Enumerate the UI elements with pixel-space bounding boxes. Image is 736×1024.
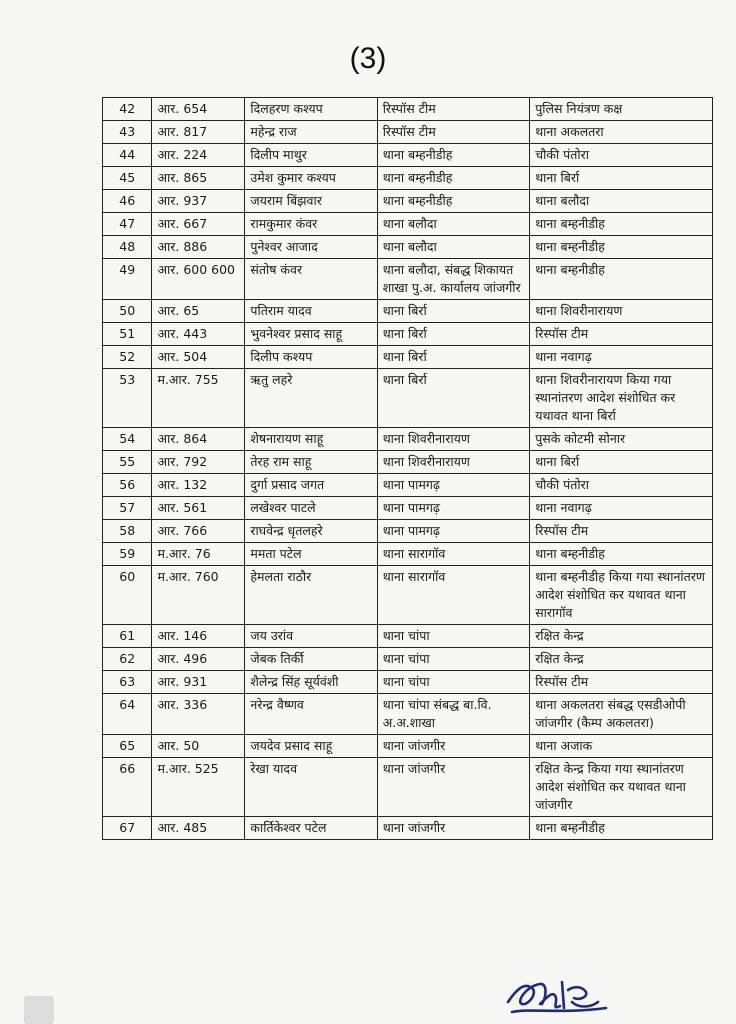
employee-name-cell: उमेश कुमार कश्यप (245, 167, 377, 190)
serial-number-cell: 59 (103, 543, 152, 566)
serial-number-cell: 42 (103, 98, 152, 121)
new-posting-cell: रक्षित केन्द्र (530, 648, 713, 671)
constable-number-cell: आर. 561 (152, 497, 245, 520)
current-posting-cell: थाना बम्हनीडीह (377, 144, 530, 167)
table-row (103, 817, 713, 840)
serial-number-cell: 54 (103, 428, 152, 451)
constable-number-cell: आर. 336 (152, 694, 245, 735)
scan-corner-mark (24, 996, 54, 1024)
current-posting-cell: थाना चांपा (377, 671, 530, 694)
employee-name-cell: दिलीप कश्यप (245, 346, 377, 369)
employee-name-cell: रामकुमार कंवर (245, 213, 377, 236)
employee-name-cell: कार्तिकेश्वर पटेल (245, 817, 377, 840)
table-row (103, 98, 713, 121)
new-posting-cell: थाना बिर्रा (530, 167, 713, 190)
table-row (103, 259, 713, 300)
employee-name-cell: संतोष कंवर (245, 259, 377, 300)
table-row (103, 648, 713, 671)
new-posting-cell: थाना नवागढ़ (530, 497, 713, 520)
employee-name-cell: दिलीप माथुर (245, 144, 377, 167)
current-posting-cell: थाना सारागॉव (377, 543, 530, 566)
serial-number-cell: 48 (103, 236, 152, 259)
new-posting-cell: थाना बम्हनीडीह (530, 817, 713, 840)
table-row (103, 474, 713, 497)
current-posting-cell: थाना जांजगीर (377, 735, 530, 758)
constable-number-cell: म.आर. 755 (152, 369, 245, 428)
table-row (103, 758, 713, 817)
employee-name-cell: दिलहरण कश्यप (245, 98, 377, 121)
table-row (103, 346, 713, 369)
table-row (103, 428, 713, 451)
serial-number-cell: 46 (103, 190, 152, 213)
current-posting-cell: थाना जांजगीर (377, 817, 530, 840)
new-posting-cell: थाना बिर्रा (530, 451, 713, 474)
employee-name-cell: पतिराम यादव (245, 300, 377, 323)
new-posting-cell: रिस्पॉस टीम (530, 323, 713, 346)
serial-number-cell: 64 (103, 694, 152, 735)
constable-number-cell: आर. 50 (152, 735, 245, 758)
new-posting-cell: थाना बम्हनीडीह (530, 213, 713, 236)
serial-number-cell: 63 (103, 671, 152, 694)
serial-number-cell: 56 (103, 474, 152, 497)
serial-number-cell: 49 (103, 259, 152, 300)
employee-name-cell: शेषनारायण साहू (245, 428, 377, 451)
constable-number-cell: आर. 224 (152, 144, 245, 167)
table-row (103, 213, 713, 236)
constable-number-cell: आर. 667 (152, 213, 245, 236)
table-row (103, 236, 713, 259)
current-posting-cell: रिस्पॉस टीम (377, 121, 530, 144)
constable-number-cell: आर. 146 (152, 625, 245, 648)
current-posting-cell: थाना बिर्रा (377, 369, 530, 428)
page-number: (3) (349, 42, 387, 75)
current-posting-cell: रिस्पॉस टीम (377, 98, 530, 121)
table-row (103, 497, 713, 520)
table-row (103, 144, 713, 167)
employee-name-cell: लखेश्वर पाटले (245, 497, 377, 520)
table-row (103, 735, 713, 758)
employee-name-cell: ममता पटेल (245, 543, 377, 566)
employee-name-cell: हेमलता राठौर (245, 566, 377, 625)
current-posting-cell: थाना बम्हनीडीह (377, 190, 530, 213)
constable-number-cell: आर. 600 600 (152, 259, 245, 300)
constable-number-cell: आर. 65 (152, 300, 245, 323)
employee-name-cell: महेन्द्र राज (245, 121, 377, 144)
new-posting-cell: पुलिस नियंत्रण कक्ष (530, 98, 713, 121)
current-posting-cell: थाना बिर्रा (377, 300, 530, 323)
serial-number-cell: 66 (103, 758, 152, 817)
employee-name-cell: दुर्गा प्रसाद जगत (245, 474, 377, 497)
serial-number-cell: 62 (103, 648, 152, 671)
current-posting-cell: थाना पामगढ़ (377, 474, 530, 497)
employee-name-cell: पुनेश्वर आजाद (245, 236, 377, 259)
employee-name-cell: जयराम बिंझवार (245, 190, 377, 213)
serial-number-cell: 52 (103, 346, 152, 369)
employee-name-cell: भुवनेश्वर प्रसाद साहू (245, 323, 377, 346)
table-row (103, 694, 713, 735)
serial-number-cell: 47 (103, 213, 152, 236)
serial-number-cell: 45 (103, 167, 152, 190)
current-posting-cell: थाना चांपा (377, 625, 530, 648)
current-posting-cell: थाना सारागॉव (377, 566, 530, 625)
employee-name-cell: जेबक तिर्की (245, 648, 377, 671)
serial-number-cell: 61 (103, 625, 152, 648)
current-posting-cell: थाना पामगढ़ (377, 497, 530, 520)
current-posting-cell: थाना बलौदा (377, 213, 530, 236)
employee-name-cell: ऋतु लहरे (245, 369, 377, 428)
serial-number-cell: 44 (103, 144, 152, 167)
new-posting-cell: थाना अजाक (530, 735, 713, 758)
serial-number-cell: 43 (103, 121, 152, 144)
constable-number-cell: आर. 865 (152, 167, 245, 190)
constable-number-cell: म.आर. 76 (152, 543, 245, 566)
current-posting-cell: थाना चांपा संबद्ध बा.वि. अ.अ.शाखा (377, 694, 530, 735)
serial-number-cell: 51 (103, 323, 152, 346)
table-row (103, 520, 713, 543)
constable-number-cell: आर. 817 (152, 121, 245, 144)
table-row (103, 121, 713, 144)
table-row (103, 167, 713, 190)
constable-number-cell: आर. 132 (152, 474, 245, 497)
table-body (103, 98, 713, 840)
constable-number-cell: आर. 654 (152, 98, 245, 121)
new-posting-cell: थाना बम्हनीडीह किया गया स्थानांतरण आदेश संशोधित कर यथावत थाना सारागॉव (530, 566, 713, 625)
new-posting-cell: थाना बलौदा (530, 190, 713, 213)
current-posting-cell: थाना पामगढ़ (377, 520, 530, 543)
employee-name-cell: जयदेव प्रसाद साहू (245, 735, 377, 758)
constable-number-cell: आर. 443 (152, 323, 245, 346)
new-posting-cell: रक्षित केन्द्र किया गया स्थानांतरण आदेश संशोधित कर यथावत थाना जांजगीर (530, 758, 713, 817)
table-row (103, 543, 713, 566)
serial-number-cell: 60 (103, 566, 152, 625)
table-row (103, 369, 713, 428)
employee-name-cell: शैलेन्द्र सिंह सूर्यवंशी (245, 671, 377, 694)
employee-name-cell: राघवेन्द्र धृतलहरे (245, 520, 377, 543)
constable-number-cell: आर. 496 (152, 648, 245, 671)
current-posting-cell: थाना बलौदा (377, 236, 530, 259)
new-posting-cell: थाना शिवरीनारायण किया गया स्थानांतरण आदेश संशोधित कर यथावत थाना बिर्रा (530, 369, 713, 428)
new-posting-cell: रिस्पॉस टीम (530, 520, 713, 543)
new-posting-cell: थाना नवागढ़ (530, 346, 713, 369)
transfer-table (102, 97, 713, 840)
new-posting-cell: चौकी पंतोरा (530, 144, 713, 167)
current-posting-cell: थाना बलौदा, संबद्ध शिकायत शाखा पु.अ. कार्यालय जांजगीर (377, 259, 530, 300)
table-row (103, 190, 713, 213)
table-row (103, 671, 713, 694)
new-posting-cell: थाना शिवरीनारायण (530, 300, 713, 323)
new-posting-cell: रक्षित केन्द्र (530, 625, 713, 648)
serial-number-cell: 50 (103, 300, 152, 323)
signature (502, 968, 612, 1020)
new-posting-cell: थाना बम्हनीडीह (530, 236, 713, 259)
employee-name-cell: तेरह राम साहू (245, 451, 377, 474)
current-posting-cell: थाना बिर्रा (377, 323, 530, 346)
serial-number-cell: 53 (103, 369, 152, 428)
table-row (103, 300, 713, 323)
constable-number-cell: म.आर. 760 (152, 566, 245, 625)
current-posting-cell: थाना जांजगीर (377, 758, 530, 817)
table-row (103, 323, 713, 346)
serial-number-cell: 58 (103, 520, 152, 543)
table-row (103, 625, 713, 648)
constable-number-cell: आर. 864 (152, 428, 245, 451)
current-posting-cell: थाना शिवरीनारायण (377, 451, 530, 474)
constable-number-cell: आर. 792 (152, 451, 245, 474)
serial-number-cell: 65 (103, 735, 152, 758)
constable-number-cell: आर. 886 (152, 236, 245, 259)
constable-number-cell: आर. 937 (152, 190, 245, 213)
new-posting-cell: थाना अकलतरा (530, 121, 713, 144)
new-posting-cell: पुसके कोटमी सोनार (530, 428, 713, 451)
constable-number-cell: आर. 766 (152, 520, 245, 543)
serial-number-cell: 55 (103, 451, 152, 474)
new-posting-cell: थाना बम्हनीडीह (530, 259, 713, 300)
new-posting-cell: थाना अकलतरा संबद्ध एसडीओपी जांजगीर (कैम्प अकलतरा) (530, 694, 713, 735)
constable-number-cell: आर. 504 (152, 346, 245, 369)
constable-number-cell: म.आर. 525 (152, 758, 245, 817)
constable-number-cell: आर. 931 (152, 671, 245, 694)
table-row (103, 566, 713, 625)
current-posting-cell: थाना चांपा (377, 648, 530, 671)
new-posting-cell: चौकी पंतोरा (530, 474, 713, 497)
employee-name-cell: रेखा यादव (245, 758, 377, 817)
current-posting-cell: थाना बम्हनीडीह (377, 167, 530, 190)
current-posting-cell: थाना शिवरीनारायण (377, 428, 530, 451)
new-posting-cell: रिस्पॉस टीम (530, 671, 713, 694)
current-posting-cell: थाना बिर्रा (377, 346, 530, 369)
table-row (103, 451, 713, 474)
constable-number-cell: आर. 485 (152, 817, 245, 840)
employee-name-cell: नरेन्द्र वैष्णव (245, 694, 377, 735)
employee-name-cell: जय उरांव (245, 625, 377, 648)
serial-number-cell: 57 (103, 497, 152, 520)
new-posting-cell: थाना बम्हनीडीह (530, 543, 713, 566)
serial-number-cell: 67 (103, 817, 152, 840)
